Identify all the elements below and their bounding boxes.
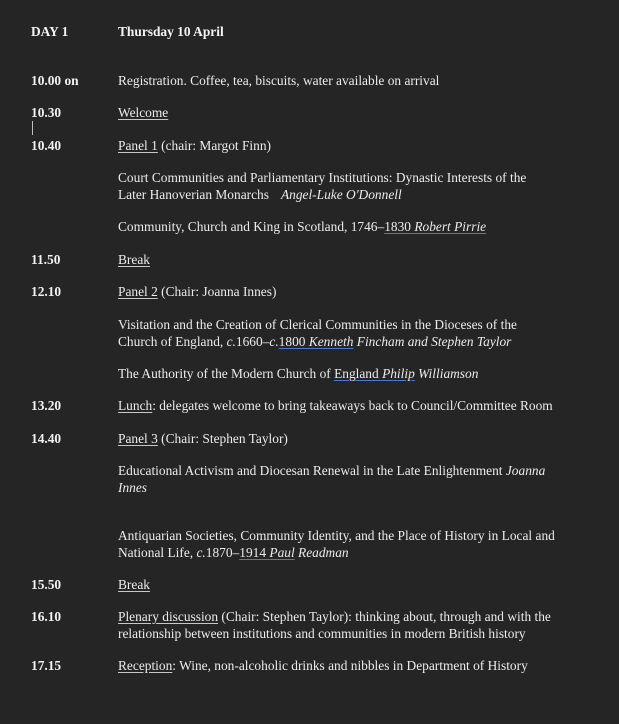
- paper-title-line2: Later Hanoverian Monarchs: [118, 187, 269, 202]
- time-label: 17.15: [31, 658, 62, 673]
- paper-author-first: Philip: [382, 366, 415, 381]
- paper-title-link: England: [334, 366, 379, 381]
- panel-3-chair: (Chair: Stephen Taylor): [157, 431, 288, 446]
- plenary-details: (Chair: Stephen Taylor): thinking about, through and with the: [218, 609, 551, 624]
- panel-2-link[interactable]: Panel 2: [118, 284, 158, 299]
- time-label: 10.40: [31, 138, 62, 153]
- time-label: 15.50: [31, 577, 62, 592]
- text-cursor: [32, 121, 33, 135]
- panel-1-chair: (chair: Margot Finn): [157, 138, 271, 153]
- paper-author-rest: Fincham and Stephen Taylor: [353, 334, 512, 349]
- paper-author-rest: Readman: [294, 545, 349, 560]
- break-link[interactable]: Break: [118, 252, 150, 267]
- document-page: DAY 1 Thursday 10 April 10.00 on Registration. Coffee, tea, biscuits, water available on arrival 10.30 Welcome 10.40 Panel 1 (chair: Margot Finn) Court Communities and Parliamentary Institutions: Dynastic Interests of the Later Hanoverian Monarchs Angel-Luke O'Donnell Community, Church and King in Scotland, 1746–1830 Robert Pirrie 11.50 Break 12.10 Panel 2 (Chair: Joanna Innes) Visitation and the Creation of Clerical Communities in the Dioceses of the Church of England, c.1660–c.1800 Kenneth Fincham and Stephen Taylor The Authority of the Modern Church of England Philip Williamson 13.20 Lunch: delegates welcome to bring takeaways back to Council/Committee Room 14.40 Panel 3 (Chair: Stephen Taylor) Educational Activism and Diocesan Renewal in the Late Enlightenment Joanna Innes Antiquarian Societies, Community Identity, and the Place of History in Local and National Life, c.1870–1914 Paul Readman 15.50 Break 16.10 Plenary discussion (Chair: Stephen Taylor): thinking about, through and with the relationship between institutions and communities in modern British history 17.15 Reception: Wine, non-alcoholic drinks and nibbles in Department of History: [0, 0, 619, 724]
- paper-title-line2: Church of England,: [118, 334, 227, 349]
- panel-1-link[interactable]: Panel 1: [118, 138, 158, 153]
- reception-details: : Wine, non-alcoholic drinks and nibbles in Department of History: [172, 658, 528, 673]
- time-label: 11.50: [31, 252, 61, 267]
- day-date: Thursday 10 April: [118, 24, 224, 39]
- time-label: 12.10: [31, 284, 62, 299]
- paper-author-first: Paul: [269, 545, 295, 560]
- paper-year: 1800: [278, 334, 306, 349]
- paper-author: Angel-Luke O'Donnell: [280, 187, 402, 202]
- day-label: DAY 1: [31, 24, 69, 39]
- paper-year: 1914: [239, 545, 267, 560]
- paper-author-first: Kenneth: [308, 334, 354, 349]
- panel-3-link[interactable]: Panel 3: [118, 431, 158, 446]
- lunch-details: : delegates welcome to bring takeaways back to Council/Committee Room: [152, 398, 553, 413]
- paper-title-line1: Visitation and the Creation of Clerical Communities in the Dioceses of the: [118, 317, 517, 332]
- panel-2-chair: (Chair: Joanna Innes): [157, 284, 277, 299]
- plenary-details-line2: relationship between institutions and communities in modern British history: [118, 626, 526, 641]
- plenary-link[interactable]: Plenary discussion: [118, 609, 219, 624]
- time-label: 14.40: [31, 431, 62, 446]
- paper-author-line1: Joanna: [505, 463, 546, 478]
- paper-title: Educational Activism and Diocesan Renewal in the Late Enlightenment: [118, 463, 506, 478]
- welcome-link[interactable]: Welcome: [118, 105, 169, 120]
- reception-link[interactable]: Reception: [118, 658, 173, 673]
- paper-author-line2: Innes: [118, 480, 148, 495]
- break-link[interactable]: Break: [118, 577, 150, 592]
- paper-author-rest: Williamson: [414, 366, 479, 381]
- time-label: 10.30: [31, 105, 62, 120]
- lunch-link[interactable]: Lunch: [118, 398, 153, 413]
- paper-title-line1: Court Communities and Parliamentary Institutions: Dynastic Interests of the: [118, 170, 527, 185]
- paper-author: Robert Pirrie: [414, 219, 487, 234]
- paper-title: The Authority of the Modern Church of: [118, 366, 335, 381]
- time-label: 10.00 on: [31, 73, 79, 88]
- paper-year: 1830: [384, 219, 411, 234]
- event-text: Registration. Coffee, tea, biscuits, water available on arrival: [118, 73, 440, 88]
- time-label: 16.10: [31, 609, 62, 624]
- paper-title-line2: National Life,: [118, 545, 197, 560]
- paper-title-line1: Antiquarian Societies, Community Identity, and the Place of History in Local and: [118, 528, 555, 543]
- paper-title: Community, Church and King in Scotland, 1746–: [118, 219, 385, 234]
- time-label: 13.20: [31, 398, 62, 413]
